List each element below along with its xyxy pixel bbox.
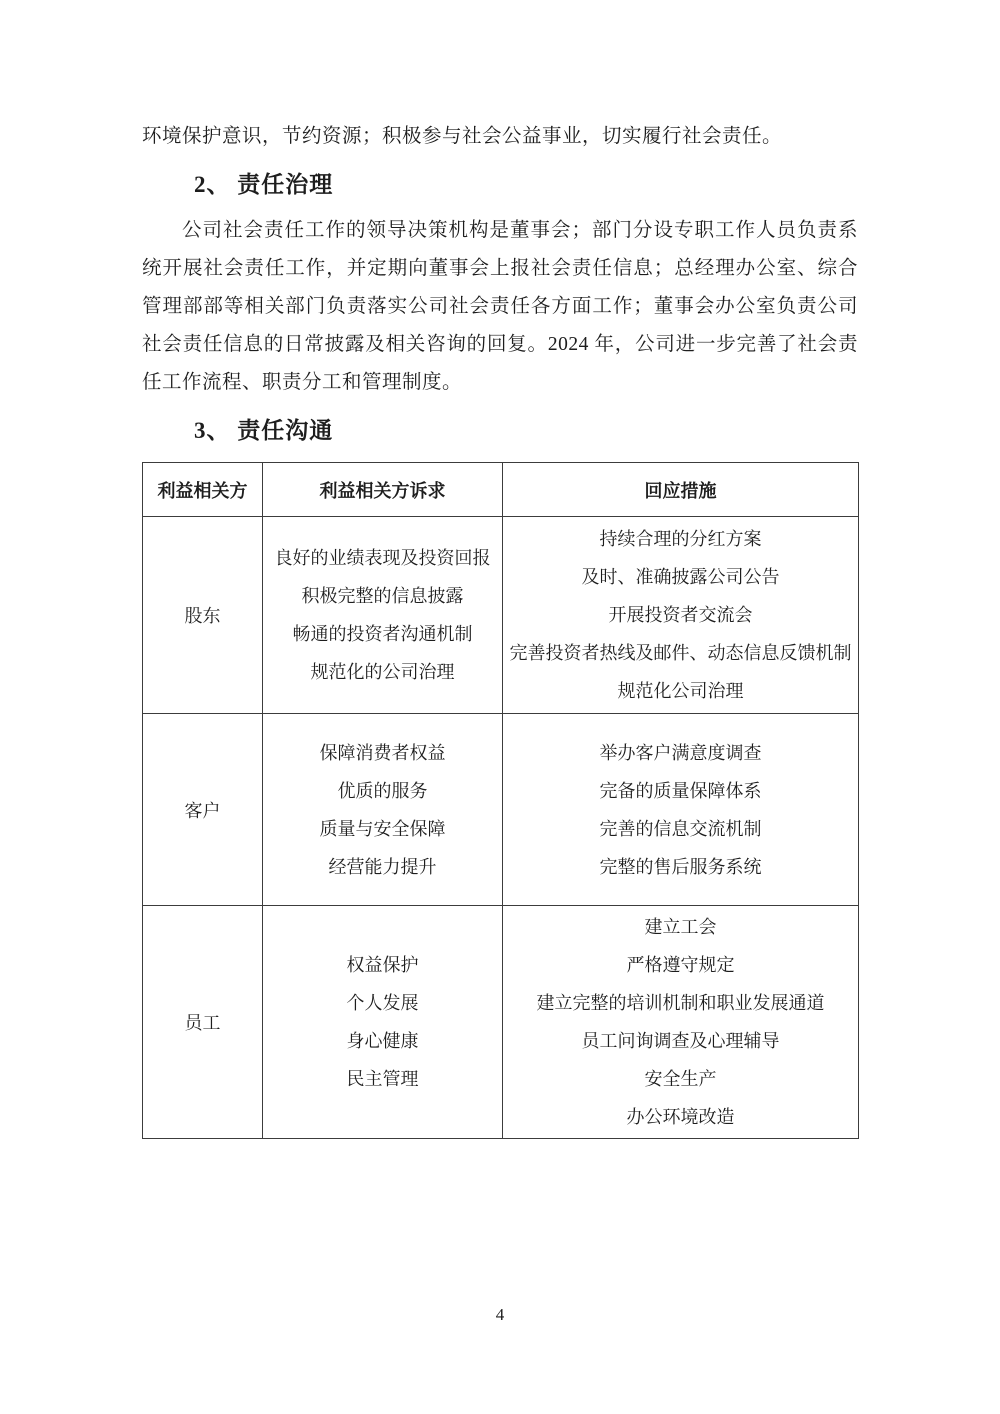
table-header-row — [143, 463, 859, 517]
demands-list — [263, 714, 502, 905]
responses-list — [503, 906, 858, 1138]
demand-item: 积极完整的信息披露 — [301, 586, 464, 606]
table-row-employees — [143, 906, 859, 1139]
table-header-responses: 回应措施 — [503, 463, 859, 517]
response-item: 举办客户满意度调查 — [599, 742, 762, 763]
response-item: 员工问询调查及心理辅导 — [581, 1031, 780, 1051]
demands-cell — [263, 714, 503, 906]
response-item: 完善的信息交流机制 — [599, 818, 762, 839]
demand-item: 保障消费者权益 — [319, 742, 446, 763]
section-heading-communication: 3、 责任沟通 — [194, 418, 334, 443]
responses-cell — [503, 906, 859, 1139]
demand-item: 规范化的公司治理 — [310, 662, 455, 682]
response-item: 开展投资者交流会 — [608, 605, 753, 625]
responses-cell — [503, 517, 859, 714]
stakeholder-cell: 客户 — [143, 714, 263, 906]
demand-item: 良好的业绩表现及投资回报 — [274, 548, 491, 568]
response-item: 完整的售后服务系统 — [599, 856, 762, 877]
intro-paragraph: 环境保护意识，节约资源；积极参与社会公益事业，切实履行社会责任。 — [142, 126, 783, 147]
response-item: 持续合理的分红方案 — [599, 529, 762, 549]
responses-list — [503, 714, 858, 905]
response-item: 完备的质量保障体系 — [599, 780, 762, 801]
demand-item: 个人发展 — [346, 993, 419, 1013]
demand-item: 民主管理 — [346, 1069, 419, 1089]
table-header-demands: 利益相关方诉求 — [263, 463, 503, 517]
demands-list — [263, 517, 502, 713]
table-row-customers — [143, 714, 859, 906]
demand-item: 优质的服务 — [337, 780, 428, 801]
table-row-shareholders — [143, 517, 859, 714]
demand-item: 权益保护 — [346, 955, 419, 975]
demand-item: 身心健康 — [346, 1031, 419, 1051]
response-item: 安全生产 — [644, 1069, 717, 1089]
demands-list — [263, 906, 502, 1138]
stakeholder-table — [142, 462, 859, 1139]
demand-item: 畅通的投资者沟通机制 — [292, 624, 473, 644]
response-item: 及时、准确披露公司公告 — [581, 567, 780, 587]
page-content — [142, 0, 858, 1139]
page-number: 4 — [495, 1305, 505, 1324]
responses-list — [503, 517, 858, 713]
table-header-stakeholder: 利益相关方 — [143, 463, 263, 517]
response-item: 规范化公司治理 — [617, 681, 744, 701]
response-item: 建立工会 — [644, 917, 717, 937]
response-item: 办公环境改造 — [626, 1107, 735, 1127]
response-item: 建立完整的培训机制和职业发展通道 — [536, 993, 825, 1013]
responses-cell — [503, 714, 859, 906]
governance-paragraph: 公司社会责任工作的领导决策机构是董事会；部门分设专职工作人员负责系统开展社会责任工作，并定期向董事会上报社会责任信息；总经理办公室、综合管理部部等相关部门负责落实公司社会责任各方面工作；董事会办公室负责公司社会责任信息的日常披露及相关咨询的回复。2024 年，公司进一步完善了社会责任工作流程、职责分工和管理制度。 — [142, 220, 858, 393]
section-heading-governance: 2、 责任治理 — [194, 172, 334, 197]
response-item: 严格遵守规定 — [626, 955, 735, 975]
demand-item: 质量与安全保障 — [319, 818, 446, 839]
demands-cell — [263, 517, 503, 714]
demands-cell — [263, 906, 503, 1139]
response-item: 完善投资者热线及邮件、动态信息反馈机制 — [509, 643, 852, 663]
stakeholder-cell: 股东 — [143, 517, 263, 714]
stakeholder-cell: 员工 — [143, 906, 263, 1139]
demand-item: 经营能力提升 — [328, 856, 437, 877]
